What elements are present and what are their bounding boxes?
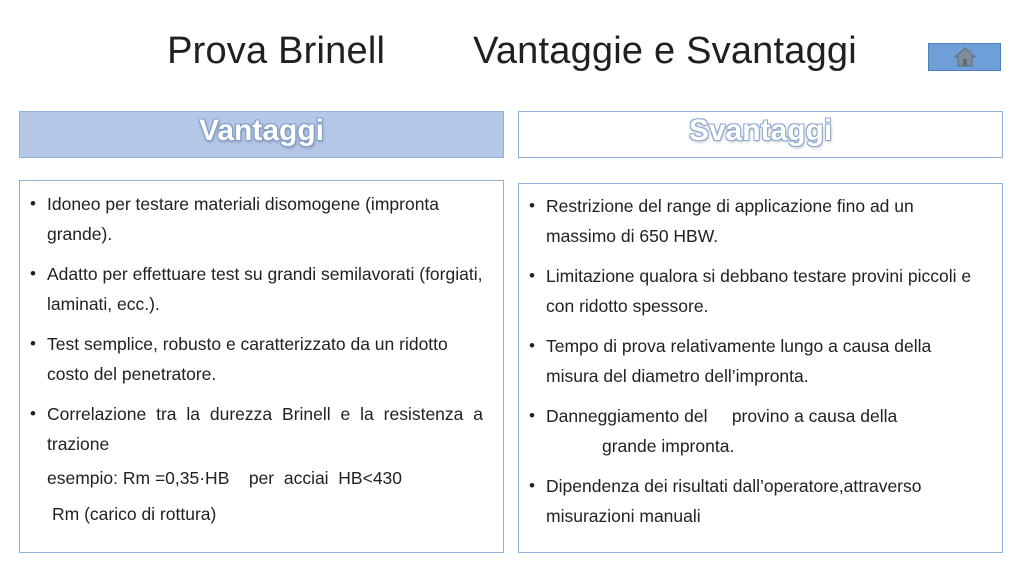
list-item-line: Danneggiamento del provino a causa della [546,406,898,426]
list-item: • Test semplice, robusto e caratterizzato da un ridotto costo del penetratore. [28,329,483,389]
list-item: • Restrizione del range di applicazione fino ad un massimo di 650 HBW. [527,191,982,251]
list-item: • Idoneo per testare materiali disomogene (impronta grande). [28,189,483,249]
page-title [0,30,1024,73]
cons-list [527,191,982,531]
pros-list [28,189,483,459]
cons-header [518,111,1003,158]
home-icon [954,46,976,68]
list-item: • Adatto per effettuare test su grandi semilavorati (forgiati, laminati, ecc.). [28,259,483,319]
list-item: • Correlazione tra la durezza Brinell e la resistenza a trazione [28,399,483,459]
formula-example: esempio: Rm =0,35·HB per acciai HB<430 [47,468,403,488]
title-subtitle: Vantaggie e Svantaggi [473,30,857,72]
list-item: • Tempo di prova relativamente lungo a causa della misura del diametro dell’impronta. [527,331,982,391]
cons-header-label: Svantaggi [688,114,833,147]
pros-list-panel [19,180,504,553]
list-item [527,401,982,461]
formula-note: Rm (carico di rottura) [52,504,217,524]
list-item-line: grande impronta. [602,436,735,456]
pros-header-label: Vantaggi [198,114,325,147]
list-item: • Dipendenza dei risultati dall’operatore,attraverso misurazioni manuali [527,471,982,531]
title-main: Prova Brinell [167,30,386,72]
list-item: • Limitazione qualora si debbano testare provini piccoli e con ridotto spessore. [527,261,982,321]
home-button[interactable] [928,43,1001,71]
cons-list-panel [518,183,1003,553]
pros-header [19,111,504,158]
